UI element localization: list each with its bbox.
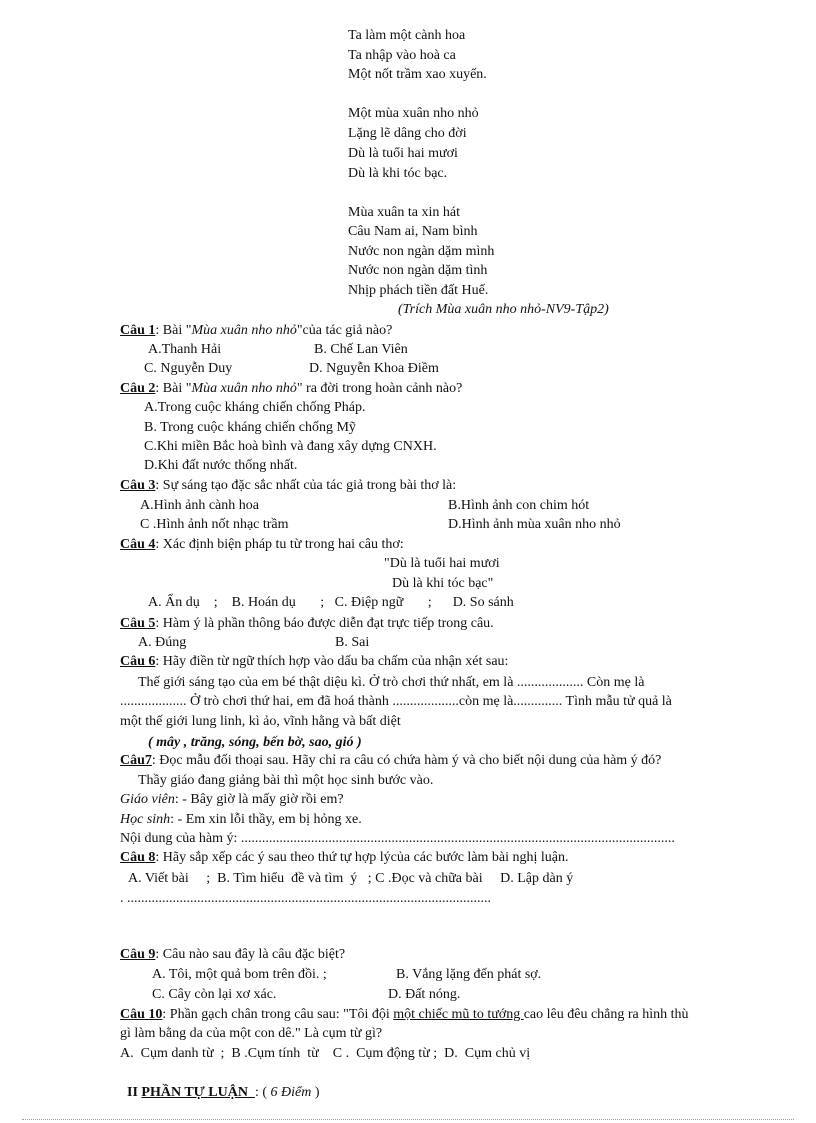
option-d: D.Khi đất nước thống nhất.: [144, 458, 298, 473]
option-a: A.Thanh Hải: [148, 342, 222, 357]
question-2: [120, 380, 462, 398]
option-d: D. Đất nóng.: [388, 987, 461, 1002]
option-a: A.Hình ảnh cành hoa: [140, 498, 259, 513]
poem-line: Nhịp phách tiền đất Huế.: [348, 283, 489, 298]
question-text: : Câu nào sau đây là câu đặc biệt?: [155, 947, 346, 962]
poem-line: Ta làm một cành hoa: [348, 28, 466, 43]
question-label: Câu 1: [120, 323, 156, 338]
option-c: C. Cây còn lại xơ xác.: [152, 987, 277, 1002]
question-7: [120, 752, 661, 770]
options-row: A. Cụm danh từ ; B .Cụm tính từ C . Cụm động từ ; D. Cụm chủ vị: [120, 1046, 531, 1061]
poem-line: Câu Nam ai, Nam bình: [348, 224, 478, 239]
question-label: Câu7: [120, 753, 152, 768]
speech-text: : - Em xin lỗi thầy, em bị hỏng xe.: [170, 812, 362, 827]
dialogue-student: [120, 811, 362, 829]
answer-line: Nội dung của hàm ý: ............................................................................................................................: [120, 831, 675, 846]
question-text: cao lêu đêu chẳng ra hình thù: [523, 1007, 689, 1022]
question-text: gì làm bằng da của một con dê." Là cụm từ gì?: [120, 1026, 383, 1041]
speaker-label: Học sinh: [120, 812, 171, 827]
poem-title: Mùa xuân nho nhỏ: [191, 323, 297, 338]
question-text: : Hãy điền từ ngữ thích hợp vào dấu ba chấm của nhận xét sau:: [155, 654, 509, 669]
option-b: B. Sai: [335, 635, 370, 650]
option-b: B. Vắng lặng đến phát sợ.: [396, 967, 542, 982]
speaker-label: Giáo viên: [120, 792, 175, 807]
poem-line: Nước non ngàn dặm mình: [348, 244, 495, 259]
section-score: 6 Điểm: [270, 1085, 312, 1100]
word-bank: ( mây , trăng, sóng, bến bờ, sao, gió ): [148, 735, 362, 750]
question-text: : Xác định biện pháp tu từ trong hai câu thơ:: [155, 537, 404, 552]
question-text: "của tác giả nào?: [296, 323, 393, 338]
section-heading: [120, 1066, 320, 1102]
question-text: " ra đời trong hoàn cảnh nào?: [296, 381, 463, 396]
question-text: : Phần gạch chân trong câu sau: "Tôi đội: [162, 1007, 394, 1022]
question-6: [120, 653, 508, 671]
question-5: [120, 615, 494, 633]
options-row: A. Viết bài ; B. Tìm hiểu đề và tìm ý ; C .Đọc và chữa bài D. Lập dàn ý: [128, 871, 574, 886]
poem-line: Một mùa xuân nho nhỏ: [348, 106, 479, 121]
option-a: A. Đúng: [138, 635, 187, 650]
question-label: Câu 2: [120, 381, 156, 396]
poem-line: Một nốt trầm xao xuyến.: [348, 67, 487, 82]
option-b: B. Chế Lan Viên: [314, 342, 408, 357]
quote-line: "Dù là tuổi hai mươi: [384, 556, 500, 571]
question-text: : Đọc mẫu đối thoại sau. Hãy chỉ ra câu có chứa hàm ý và cho biết nội dung của hàm ý đó?: [151, 753, 662, 768]
question-label: Câu 10: [120, 1007, 163, 1022]
question-label: Câu 4: [120, 537, 156, 552]
question-label: Câu 5: [120, 616, 156, 631]
poem-line: Lặng lẽ dâng cho đời: [348, 126, 467, 141]
answer-line: . ........................................................................................................: [120, 891, 491, 906]
paragraph-line: Thế giới sáng tạo của em bé thật diệu kì. Ở trò chơi thứ nhất, em là ................... Còn mẹ là: [138, 675, 645, 690]
question-10: [120, 1006, 689, 1024]
option-d: D.Hình ảnh mùa xuân nho nhỏ: [448, 517, 621, 532]
paragraph-line: ................... Ở trò chơi thứ hai, em đã hoá thành ...................còn mẹ là.............. Tình mẫu tử quả là: [120, 694, 672, 709]
option-b: B.Hình ảnh con chim hót: [448, 498, 590, 513]
page-bottom-rule: [22, 1119, 794, 1120]
question-1: [120, 322, 392, 340]
speech-text: : - Bây giờ là mấy giờ rồi em?: [174, 792, 344, 807]
underlined-phrase: một chiếc mũ to tướng: [393, 1007, 524, 1022]
option-d: D. Nguyễn Khoa Điềm: [309, 361, 439, 376]
question-4: [120, 536, 404, 554]
question-8: [120, 849, 569, 867]
option-c: C.Khi miền Bắc hoà bình và đang xây dựng CNXH.: [144, 439, 437, 454]
poem-line: Mùa xuân ta xin hát: [348, 205, 460, 220]
option-b: B. Trong cuộc kháng chiến chống Mỹ: [144, 420, 356, 435]
poem-title: Mùa xuân nho nhỏ: [191, 381, 297, 396]
poem-line: Ta nhập vào hoà ca: [348, 48, 456, 63]
question-text: : Bài ": [155, 381, 192, 396]
poem-source: (Trích Mùa xuân nho nhỏ-NV9-Tập2): [398, 302, 609, 317]
question-label: Câu 3: [120, 478, 156, 493]
option-c: C. Nguyễn Duy: [144, 361, 233, 376]
question-text: : Hãy sắp xếp các ý sau theo thứ tự hợp lýcủa các bước làm bài nghị luận.: [155, 850, 569, 865]
section-punct: ): [311, 1085, 320, 1100]
question-9: [120, 946, 345, 964]
section-punct: : (: [254, 1085, 271, 1100]
question-label: Câu 9: [120, 947, 156, 962]
question-text: : Hàm ý là phần thông báo được diễn đạt trực tiếp trong câu.: [155, 616, 494, 631]
dialogue-intro: Thầy giáo đang giảng bài thì một học sinh bước vào.: [138, 773, 434, 788]
question-3: [120, 477, 456, 495]
option-a: A.Trong cuộc kháng chiến chống Pháp.: [144, 400, 366, 415]
dialogue-teacher: [120, 791, 344, 809]
question-text: : Sự sáng tạo đặc sắc nhất của tác giả trong bài thơ là:: [155, 478, 457, 493]
section-title: PHẦN TỰ LUẬN: [141, 1085, 255, 1100]
question-label: Câu 8: [120, 850, 156, 865]
question-label: Câu 6: [120, 654, 156, 669]
question-text: : Bài ": [155, 323, 192, 338]
poem-line: Dù là khi tóc bạc.: [348, 166, 448, 181]
quote-line: Dù là khi tóc bạc": [392, 576, 494, 591]
poem-line: Dù là tuổi hai mươi: [348, 146, 458, 161]
poem-line: Nước non ngàn dặm tình: [348, 263, 488, 278]
option-c: C .Hình ảnh nốt nhạc trầm: [140, 517, 289, 532]
option-a: A. Tôi, một quả bom trên đồi. ;: [152, 967, 327, 982]
options-row: A. Ẩn dụ ; B. Hoán dụ ; C. Điệp ngữ ; D. So sánh: [148, 595, 514, 610]
paragraph-line: một thế giới lung linh, kì ảo, vĩnh hằng và bất diệt: [120, 714, 401, 729]
section-number: II: [127, 1085, 142, 1100]
